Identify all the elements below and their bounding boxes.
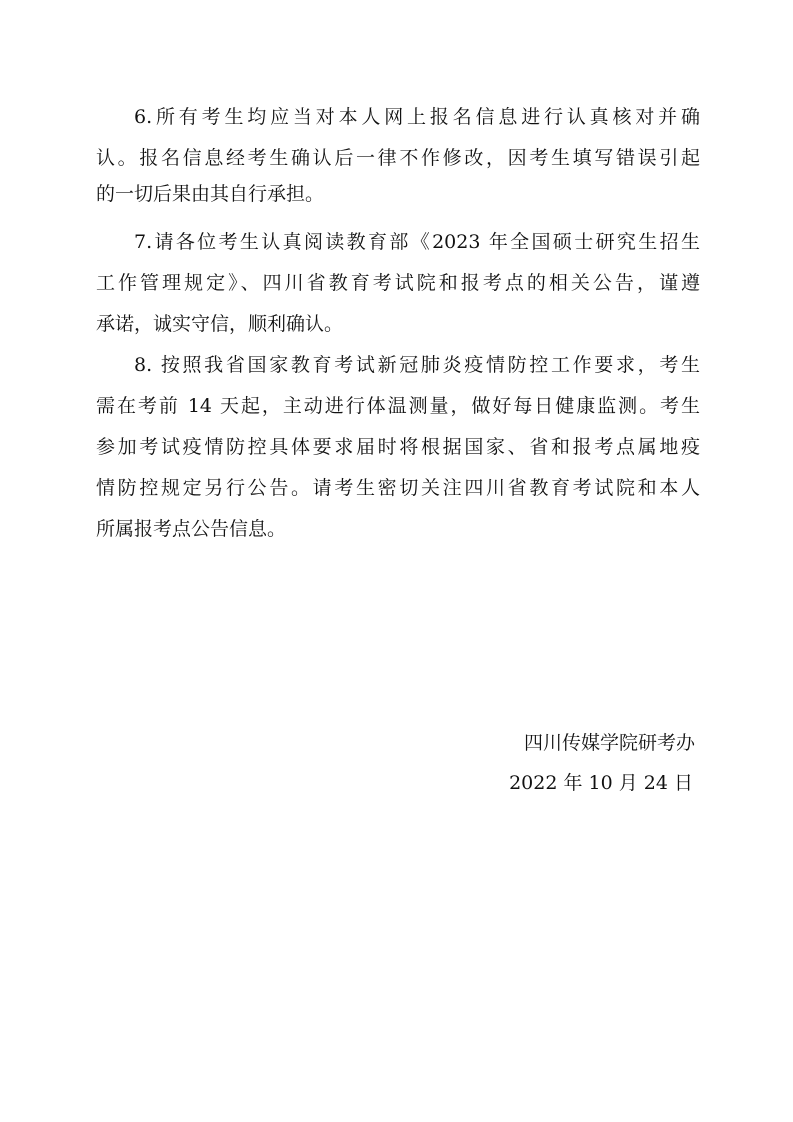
paragraph-line: 承诺，诚实守信，顺利确认。 [96,313,344,335]
paragraph-line: 参加考试疫情防控具体要求届时将根据国家、省和报考点属地疫 [96,436,700,458]
paragraph-line: 6.所有考生均应当对本人网上报名信息进行认真核对并确 [134,106,700,128]
paragraph-line: 7.请各位考生认真阅读教育部《2023 年全国硕士研究生招生 [134,231,700,253]
paragraph-line: 8. 按照我省国家教育考试新冠肺炎疫情防控工作要求，考生 [134,354,700,376]
paragraph-line: 情防控规定另行公告。请考生密切关注四川省教育考试院和本人 [96,477,700,499]
paragraph-line: 需在考前 14 天起，主动进行体温测量，做好每日健康监测。考生 [96,395,700,417]
signature-date: 2022 年 10 月 24 日 [509,772,693,794]
paragraph-line: 认。报名信息经考生确认后一律不作修改，因考生填写错误引起 [96,147,700,169]
signature-organization: 四川传媒学院研考办 [523,732,695,754]
paragraph-line: 所属报考点公告信息。 [96,518,287,540]
paragraph-line: 工作管理规定》、四川省教育考试院和报考点的相关公告，谨遵 [96,272,700,294]
paragraph-line: 的一切后果由其自行承担。 [96,183,325,205]
